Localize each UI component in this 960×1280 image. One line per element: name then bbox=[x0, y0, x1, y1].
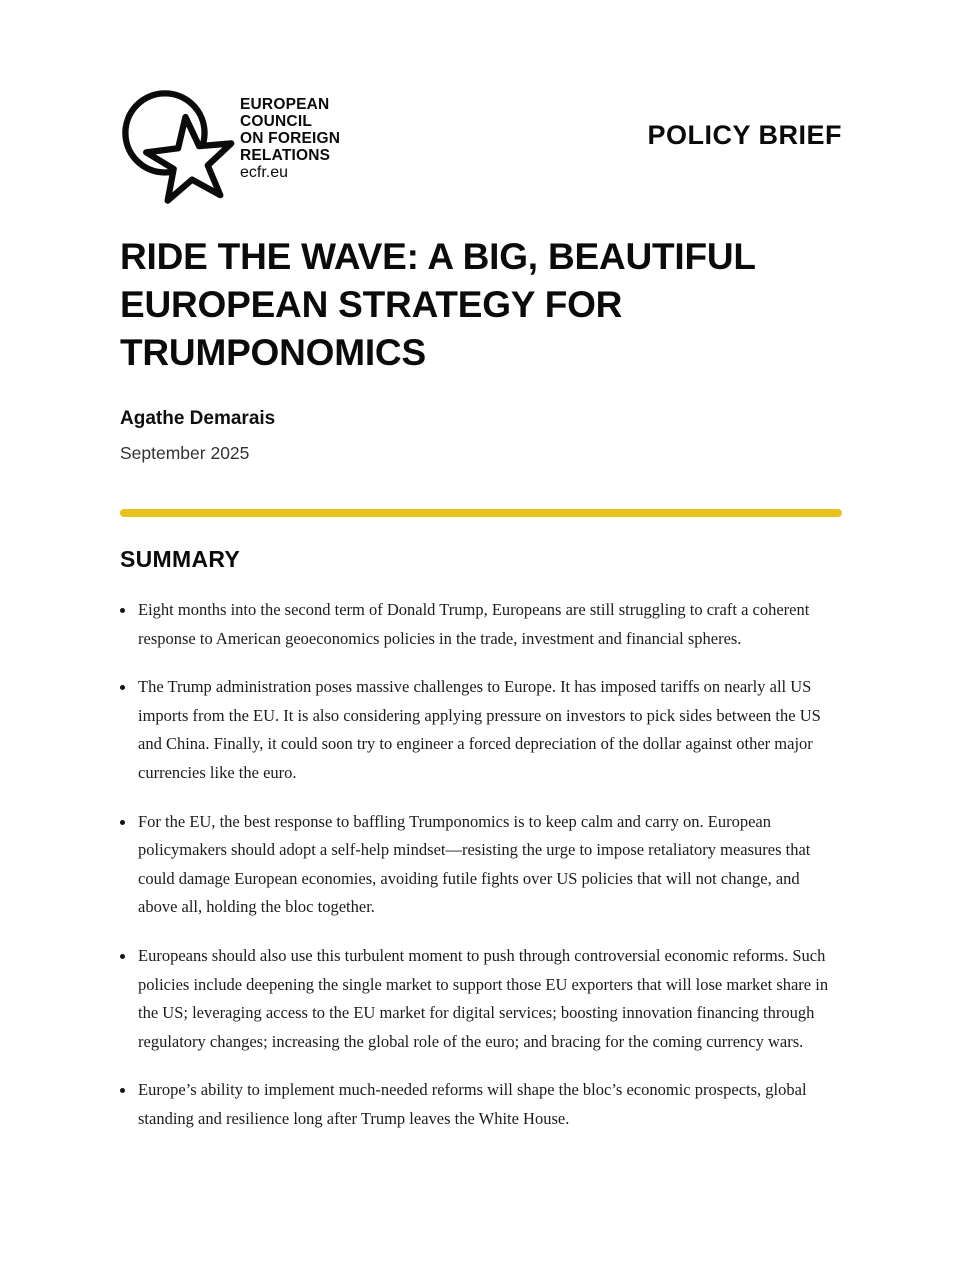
title-line: RIDE THE WAVE: A BIG, BEAUTIFUL bbox=[120, 236, 756, 277]
title-line: TRUMPONOMICS bbox=[120, 332, 426, 373]
doc-type-label: POLICY BRIEF bbox=[647, 120, 842, 150]
bullet-text: For the EU, the best response to baffling Trumponomics is to keep calm and carry on. European policymakers should adopt a self-help mindset—resisting the urge to impose retaliatory measures that could damage European economies, avoiding futile fights over US policies that will not change, and above all, holding the bloc together. bbox=[138, 811, 811, 917]
summary-heading: SUMMARY bbox=[120, 546, 241, 572]
bullet-icon bbox=[120, 1076, 138, 1133]
list-item bbox=[120, 1076, 842, 1133]
org-name-line: ON FOREIGN bbox=[240, 130, 341, 147]
author-name: Agathe Demarais bbox=[120, 408, 276, 429]
bullet-text: Europeans should also use this turbulent moment to push through controversial economic reforms. Such policies include deepening the single market to support those EU exporters that will lose market share in the US; leveraging access to the EU market for digital services; boosting innovation financing through regulatory changes; increasing the global role of the euro; and bracing for the coming currency wars. bbox=[138, 945, 829, 1051]
ecfr-logo bbox=[120, 86, 340, 205]
summary-list bbox=[120, 596, 842, 1134]
org-name-line: EUROPEAN bbox=[240, 96, 330, 113]
org-website: ecfr.eu bbox=[240, 164, 289, 181]
bullet-icon bbox=[120, 808, 138, 922]
list-item bbox=[120, 808, 842, 922]
list-item bbox=[120, 942, 842, 1056]
bullet-icon bbox=[120, 596, 138, 653]
org-name-line: RELATIONS bbox=[240, 147, 331, 164]
ecfr-star-circle-icon bbox=[120, 86, 236, 205]
list-item bbox=[120, 596, 842, 653]
masthead bbox=[120, 0, 842, 205]
list-item bbox=[120, 673, 842, 787]
title-line: EUROPEAN STRATEGY FOR bbox=[120, 284, 623, 325]
publication-date: September 2025 bbox=[120, 443, 250, 463]
bullet-text: Europe’s ability to implement much-needed reforms will shape the bloc’s economic prospects, global standing and resilience long after Trump leaves the White House. bbox=[138, 1080, 807, 1128]
bullet-icon bbox=[120, 673, 138, 787]
page-content bbox=[120, 0, 842, 1134]
accent-rule bbox=[120, 509, 842, 517]
bullet-text: The Trump administration poses massive challenges to Europe. It has imposed tariffs on nearly all US imports from the EU. It is also considering applying pressure on investors to pick sides between the US and China. Finally, it could soon try to engineer a forced depreciation of the dollar against other major currencies like the euro. bbox=[138, 677, 821, 782]
bullet-text: Eight months into the second term of Donald Trump, Europeans are still struggling to craft a coherent response to American geoeconomics policies in the trade, investment and financial spheres. bbox=[138, 600, 810, 648]
bullet-icon bbox=[120, 942, 138, 1056]
org-name-block bbox=[240, 96, 340, 182]
org-name-line: COUNCIL bbox=[240, 113, 313, 130]
page-title bbox=[120, 233, 842, 377]
